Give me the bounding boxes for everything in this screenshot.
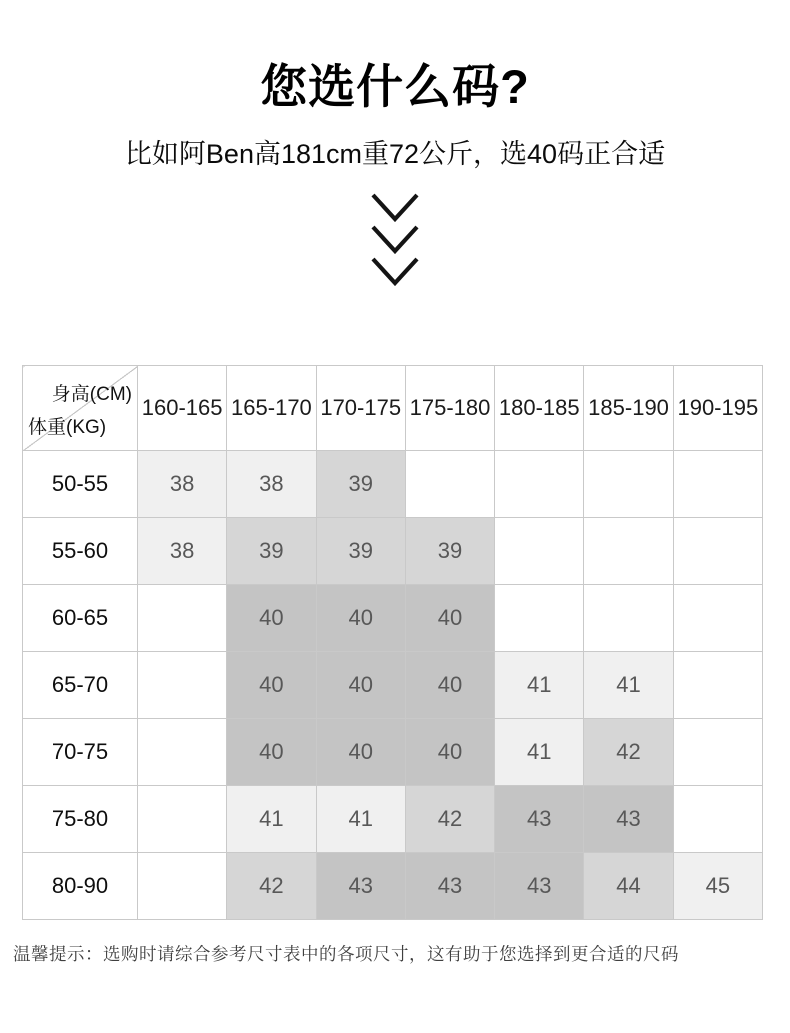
col-header-height-3: 175-180: [405, 366, 494, 451]
size-cell: 41: [316, 786, 405, 853]
size-cell: 42: [405, 786, 494, 853]
table-row: [23, 853, 763, 920]
size-cell: 40: [405, 719, 494, 786]
size-cell: 43: [405, 853, 494, 920]
col-header-height-0: 160-165: [138, 366, 227, 451]
row-header-weight-2: 60-65: [23, 585, 138, 652]
empty-cell: [584, 451, 673, 518]
empty-cell: [138, 652, 227, 719]
table-row: [23, 518, 763, 585]
size-cell: 41: [584, 652, 673, 719]
size-cell: 40: [405, 652, 494, 719]
size-cell: 38: [227, 451, 316, 518]
row-header-weight-4: 70-75: [23, 719, 138, 786]
empty-cell: [138, 786, 227, 853]
size-cell: 41: [495, 652, 584, 719]
weight-axis-label: 体重(KG): [28, 417, 107, 438]
table-row: [23, 786, 763, 853]
size-cell: 39: [405, 518, 494, 585]
col-header-height-5: 185-190: [584, 366, 673, 451]
col-header-height-4: 180-185: [495, 366, 584, 451]
page-subtitle: 比如阿Ben高181cm重72公斤，选40码正合适: [124, 139, 666, 169]
empty-cell: [138, 719, 227, 786]
size-cell: 40: [316, 719, 405, 786]
size-cell: 40: [227, 652, 316, 719]
row-header-weight-1: 55-60: [23, 518, 138, 585]
empty-cell: [673, 585, 762, 652]
size-cell: 40: [316, 585, 405, 652]
table-row: [23, 585, 763, 652]
table-header-row: [23, 366, 763, 451]
size-cell: 43: [584, 786, 673, 853]
empty-cell: [495, 451, 584, 518]
chevron-down-icon: [366, 191, 424, 289]
size-cell: 42: [227, 853, 316, 920]
size-cell: 43: [495, 786, 584, 853]
size-cell: 44: [584, 853, 673, 920]
empty-cell: [495, 585, 584, 652]
size-cell: 41: [495, 719, 584, 786]
empty-cell: [584, 585, 673, 652]
size-cell: 39: [316, 451, 405, 518]
size-cell: 42: [584, 719, 673, 786]
size-cell: 38: [138, 518, 227, 585]
size-cell: 40: [316, 652, 405, 719]
height-axis-label: 身高(CM): [51, 384, 132, 405]
size-cell: 39: [227, 518, 316, 585]
row-header-weight-5: 75-80: [23, 786, 138, 853]
table-row: [23, 451, 763, 518]
table-row: [23, 652, 763, 719]
page-title: 您选什么码?: [260, 60, 530, 113]
row-header-weight-3: 65-70: [23, 652, 138, 719]
empty-cell: [495, 518, 584, 585]
size-guide-page: [0, 50, 790, 966]
size-cell: 45: [673, 853, 762, 920]
col-header-height-1: 165-170: [227, 366, 316, 451]
size-table: [22, 365, 763, 920]
size-cell: 41: [227, 786, 316, 853]
row-header-weight-0: 50-55: [23, 451, 138, 518]
table-row: [23, 719, 763, 786]
empty-cell: [673, 786, 762, 853]
empty-cell: [584, 518, 673, 585]
col-header-height-2: 170-175: [316, 366, 405, 451]
empty-cell: [673, 652, 762, 719]
size-cell: 40: [405, 585, 494, 652]
size-cell: 38: [138, 451, 227, 518]
empty-cell: [138, 585, 227, 652]
table-corner-cell: [23, 366, 138, 451]
size-cell: 40: [227, 719, 316, 786]
size-cell: 39: [316, 518, 405, 585]
empty-cell: [673, 518, 762, 585]
row-header-weight-6: 80-90: [23, 853, 138, 920]
empty-cell: [138, 853, 227, 920]
size-cell: 43: [495, 853, 584, 920]
empty-cell: [673, 451, 762, 518]
footer-note: 温馨提示：选购时请综合参考尺寸表中的各项尺寸，这有助于您选择到更合适的尺码: [13, 944, 679, 964]
empty-cell: [673, 719, 762, 786]
empty-cell: [405, 451, 494, 518]
size-cell: 40: [227, 585, 316, 652]
col-header-height-6: 190-195: [673, 366, 762, 451]
size-cell: 43: [316, 853, 405, 920]
